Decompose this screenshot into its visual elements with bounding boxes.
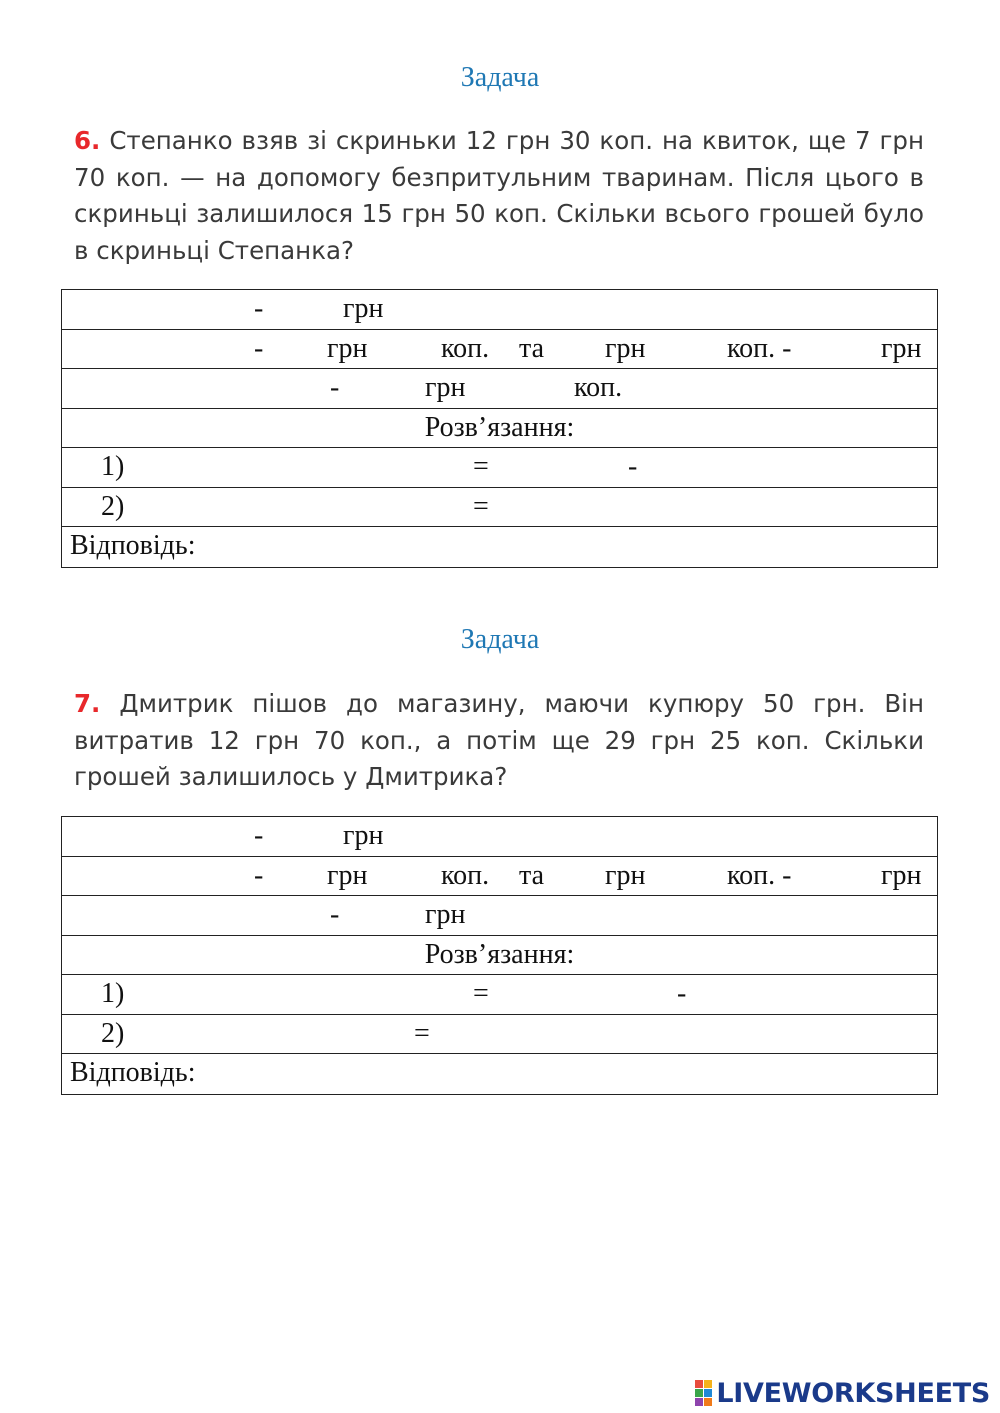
task-6-number: 6. <box>74 126 101 155</box>
task-7-row-solution-title <box>62 936 937 976</box>
equals-sign: = <box>414 1017 430 1049</box>
task-7-row-step-1[interactable] <box>62 975 937 1015</box>
step-number: 2) <box>101 490 125 522</box>
unit-kop: коп. <box>574 372 623 403</box>
unit-hrn: грн <box>425 899 466 930</box>
task-7-row-condition-2[interactable] <box>62 857 937 897</box>
step-number: 2) <box>101 1017 125 1049</box>
equals-sign: = <box>473 978 489 1009</box>
conjunction-ta: та <box>519 332 545 364</box>
task-7-problem-text <box>74 686 924 796</box>
task-7-row-condition-1[interactable] <box>62 817 937 857</box>
task-7-statement: Дмитрик пішов до магазину, маючи купюру 50 грн. Він витратив 12 грн 70 коп., а потім ще 29 грн 25 коп. Скільки грошей залишилось у Дмитрика? <box>74 689 924 791</box>
task-6-row-condition-2[interactable] <box>62 330 937 370</box>
dash: - <box>254 332 264 364</box>
task-6-row-step-1[interactable] <box>62 448 937 488</box>
unit-hrn: грн <box>343 293 384 324</box>
equals-sign: = <box>473 451 489 482</box>
unit-hrn: грн <box>327 859 368 891</box>
task-6-row-condition-1[interactable] <box>62 290 937 330</box>
task-7-table <box>61 816 938 1095</box>
task-7-row-question[interactable] <box>62 896 937 936</box>
task-6-row-question[interactable] <box>62 369 937 409</box>
conjunction-ta: та <box>519 859 545 891</box>
unit-hrn: грн <box>605 859 646 891</box>
dash: - <box>254 293 264 324</box>
answer-label: Відповідь: <box>70 1057 196 1088</box>
task-6-problem-text <box>74 123 924 269</box>
task-6-row-answer[interactable] <box>62 527 937 567</box>
unit-hrn: грн <box>343 820 384 851</box>
unit-hrn: грн <box>425 372 466 403</box>
task-7-row-answer[interactable] <box>62 1054 937 1094</box>
answer-label: Відповідь: <box>70 530 196 561</box>
unit-hrn: грн <box>605 332 646 364</box>
unit-kop-dash: коп. - <box>727 859 792 891</box>
step-number: 1) <box>101 451 125 482</box>
unit-hrn: грн <box>327 332 368 364</box>
solution-label: Розв’язання: <box>424 411 575 443</box>
dash: - <box>628 451 638 482</box>
task-6-table <box>61 289 938 568</box>
task-6-row-solution-title <box>62 409 937 449</box>
solution-label: Розв’язання: <box>424 938 575 970</box>
task-6-statement: Степанко взяв зі скриньки 12 грн 30 коп. на квиток, ще 7 грн 70 коп. — на допомогу безпритульним тваринам. Після цього в скриньці залишилося 15 грн 50 коп. Скільки всього грошей було в скриньці Степанка? <box>74 126 924 265</box>
unit-hrn: грн <box>881 332 922 364</box>
task-6-row-step-2[interactable] <box>62 488 937 528</box>
liveworksheets-logo <box>695 1376 990 1410</box>
task-7-number: 7. <box>74 689 101 718</box>
unit-kop: коп. <box>441 332 490 364</box>
task-7-row-step-2[interactable] <box>62 1015 937 1055</box>
task-6-heading: Задача <box>460 62 540 93</box>
dash: - <box>330 899 340 930</box>
step-number: 1) <box>101 978 125 1009</box>
liveworksheets-logo-text: LIVEWORKSHEETS <box>716 1377 990 1409</box>
unit-kop-dash: коп. - <box>727 332 792 364</box>
dash: - <box>330 372 340 403</box>
dash: - <box>677 978 687 1009</box>
dash: - <box>254 820 264 851</box>
task-7-heading: Задача <box>460 624 540 655</box>
liveworksheets-logo-icon <box>695 1380 712 1406</box>
equals-sign: = <box>473 490 489 522</box>
unit-hrn: грн <box>881 859 922 891</box>
dash: - <box>254 859 264 891</box>
unit-kop: коп. <box>441 859 490 891</box>
